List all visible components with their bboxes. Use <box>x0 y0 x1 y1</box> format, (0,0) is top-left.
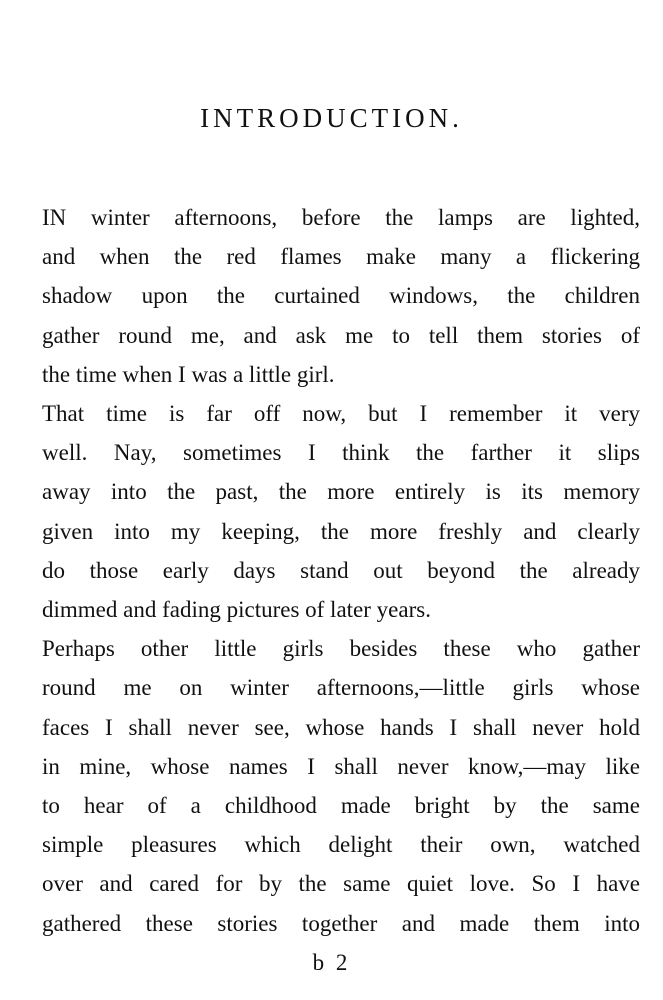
text-line: gathered these stories together and made them into <box>42 910 640 936</box>
text-line: to hear of a childhood made bright by the same <box>42 793 640 819</box>
page-title: INTRODUCTION. <box>200 103 463 133</box>
page-folio: b 2 <box>312 950 351 975</box>
paragraph-1 <box>12 198 640 394</box>
text-line: That time is far off now, but I remember it very <box>42 401 640 427</box>
paragraph-3 <box>12 629 640 943</box>
body-text <box>12 198 640 943</box>
text-line: over and cared for by the same quiet love. So I have <box>42 871 640 897</box>
text-line: dimmed and fading pictures of later years. <box>42 597 431 623</box>
text-line: simple pleasures which delight their own, watched <box>42 832 640 858</box>
text-line: do those early days stand out beyond the already <box>42 557 640 583</box>
text-line: away into the past, the more entirely is its memory <box>42 479 640 505</box>
text-line: gather round me, and ask me to tell them stories of <box>42 322 640 348</box>
text-line: round me on winter afternoons,—little girls whose <box>42 675 640 701</box>
text-line: shadow upon the curtained windows, the children <box>42 283 640 309</box>
text-line: faces I shall never see, whose hands I shall never hold <box>42 714 640 740</box>
text-line: in mine, whose names I shall never know,—may like <box>42 753 640 779</box>
text-line: the time when I was a little girl. <box>42 361 335 387</box>
text-line: and when the red flames make many a flickering <box>42 244 640 270</box>
text-line: given into my keeping, the more freshly and clearly <box>42 518 640 544</box>
text-line: Perhaps other little girls besides these who gather <box>42 636 640 662</box>
text-line: well. Nay, sometimes I think the farther it slips <box>42 440 640 466</box>
paragraph-2 <box>12 394 640 629</box>
text-line: IN winter afternoons, before the lamps are lighted, <box>42 205 640 230</box>
